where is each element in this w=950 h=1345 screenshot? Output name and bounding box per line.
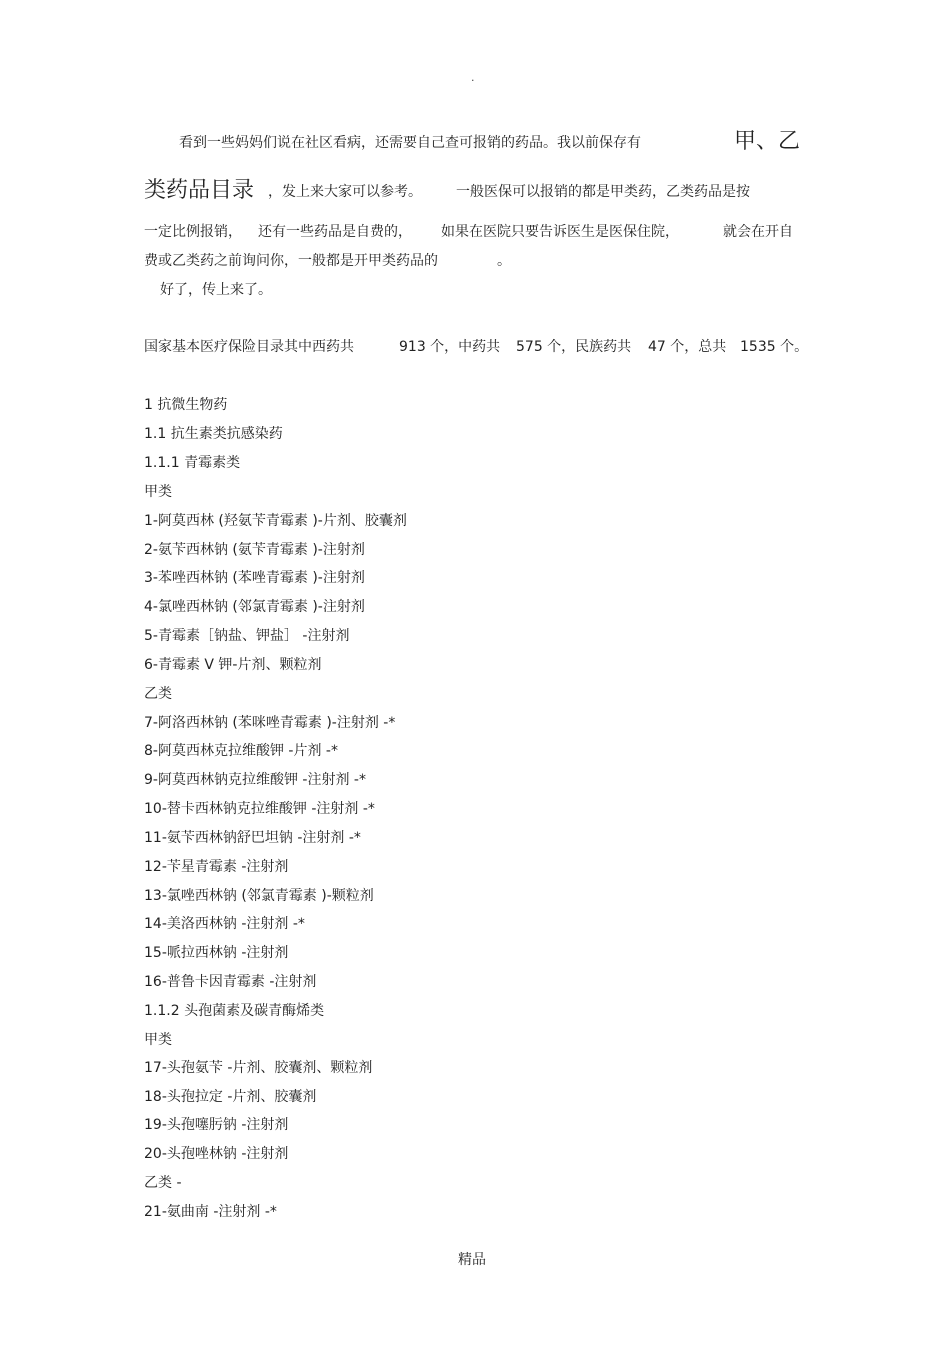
summary-text-e: 1535 个。	[740, 339, 809, 355]
list-item: 16-普鲁卡因青霉素 -注射剂	[144, 974, 317, 990]
list-item: 19-头孢噻肟钠 -注射剂	[144, 1117, 289, 1133]
header-dot: ·	[471, 74, 475, 87]
list-item: 1 抗微生物药	[144, 397, 228, 413]
list-item: 17-头孢氨苄 -片剂、胶囊剂、颗粒剂	[144, 1060, 373, 1076]
list-item: 13-氯唑西林钠 (邻氯青霉素 )-颗粒剂	[144, 888, 374, 904]
intro-text-5: 好了，传上来了。	[160, 282, 272, 298]
list-item: 5-青霉素［钠盐、钾盐］ -注射剂	[144, 628, 350, 644]
list-item: 甲类	[144, 1032, 172, 1048]
intro-text-3d: 就会在开自	[723, 224, 793, 240]
list-item: 3-苯唑西林钠 (苯唑青霉素 )-注射剂	[144, 570, 365, 586]
intro-text-4a: 费或乙类药之前询问你，一般都是开甲类药品的	[144, 253, 438, 269]
intro-text-3a: 一定比例报销，	[144, 224, 242, 240]
summary-text-d: 47 个，总共	[648, 339, 727, 355]
intro-text-2b: 一般医保可以报销的都是甲类药，乙类药品是按	[456, 184, 750, 200]
list-item: 6-青霉素 V 钾-片剂、颗粒剂	[144, 657, 322, 673]
list-item: 8-阿莫西林克拉维酸钾 -片剂 -*	[144, 743, 338, 759]
list-item: 4-氯唑西林钠 (邻氯青霉素 )-注射剂	[144, 599, 365, 615]
intro-big-heading-2: 类药品目录	[144, 178, 255, 203]
list-item: 11-氨苄西林钠舒巴坦钠 -注射剂 -*	[144, 830, 361, 846]
summary-text-c: 575 个，民族药共	[516, 339, 632, 355]
intro-text-4b: 。	[497, 253, 511, 269]
list-item: 2-氨苄西林钠 (氨苄青霉素 )-注射剂	[144, 542, 365, 558]
list-item: 甲类	[144, 484, 172, 500]
intro-text-3b: 还有一些药品是自费的，	[258, 224, 412, 240]
intro-text-2a: ，发上来大家可以参考。	[268, 184, 422, 200]
list-item: 9-阿莫西林钠克拉维酸钾 -注射剂 -*	[144, 772, 366, 788]
list-item: 18-头孢拉定 -片剂、胶囊剂	[144, 1089, 317, 1105]
list-item: 7-阿洛西林钠 (苯咪唑青霉素 )-注射剂 -*	[144, 715, 396, 731]
intro-line-1	[179, 134, 641, 152]
list-item: 12-苄星青霉素 -注射剂	[144, 859, 289, 875]
list-item: 乙类 -	[144, 1175, 182, 1191]
intro-text-3c: 如果在医院只要告诉医生是医保住院，	[441, 224, 679, 240]
page-footer: 精品	[458, 1252, 486, 1268]
intro-text-1: 看到一些妈妈们说在社区看病，还需要自己查可报销的药品。我以前保存有	[179, 135, 641, 151]
list-item: 1-阿莫西林 (羟氨苄青霉素 )-片剂、胶囊剂	[144, 513, 407, 529]
summary-text-a: 国家基本医疗保险目录其中西药共	[144, 339, 354, 355]
list-item: 15-哌拉西林钠 -注射剂	[144, 945, 289, 961]
list-item: 14-美洛西林钠 -注射剂 -*	[144, 916, 305, 932]
list-item: 1.1.1 青霉素类	[144, 455, 241, 471]
summary-text-b: 913 个，中药共	[399, 339, 501, 355]
list-item: 1.1.2 头孢菌素及碳青酶烯类	[144, 1003, 325, 1019]
intro-big-heading-1: 甲、乙	[734, 129, 801, 154]
list-item: 乙类	[144, 686, 172, 702]
list-item: 21-氨曲南 -注射剂 -*	[144, 1204, 277, 1220]
list-item: 10-替卡西林钠克拉维酸钾 -注射剂 -*	[144, 801, 375, 817]
list-item: 1.1 抗生素类抗感染药	[144, 426, 283, 442]
list-item: 20-头孢唑林钠 -注射剂	[144, 1146, 289, 1162]
